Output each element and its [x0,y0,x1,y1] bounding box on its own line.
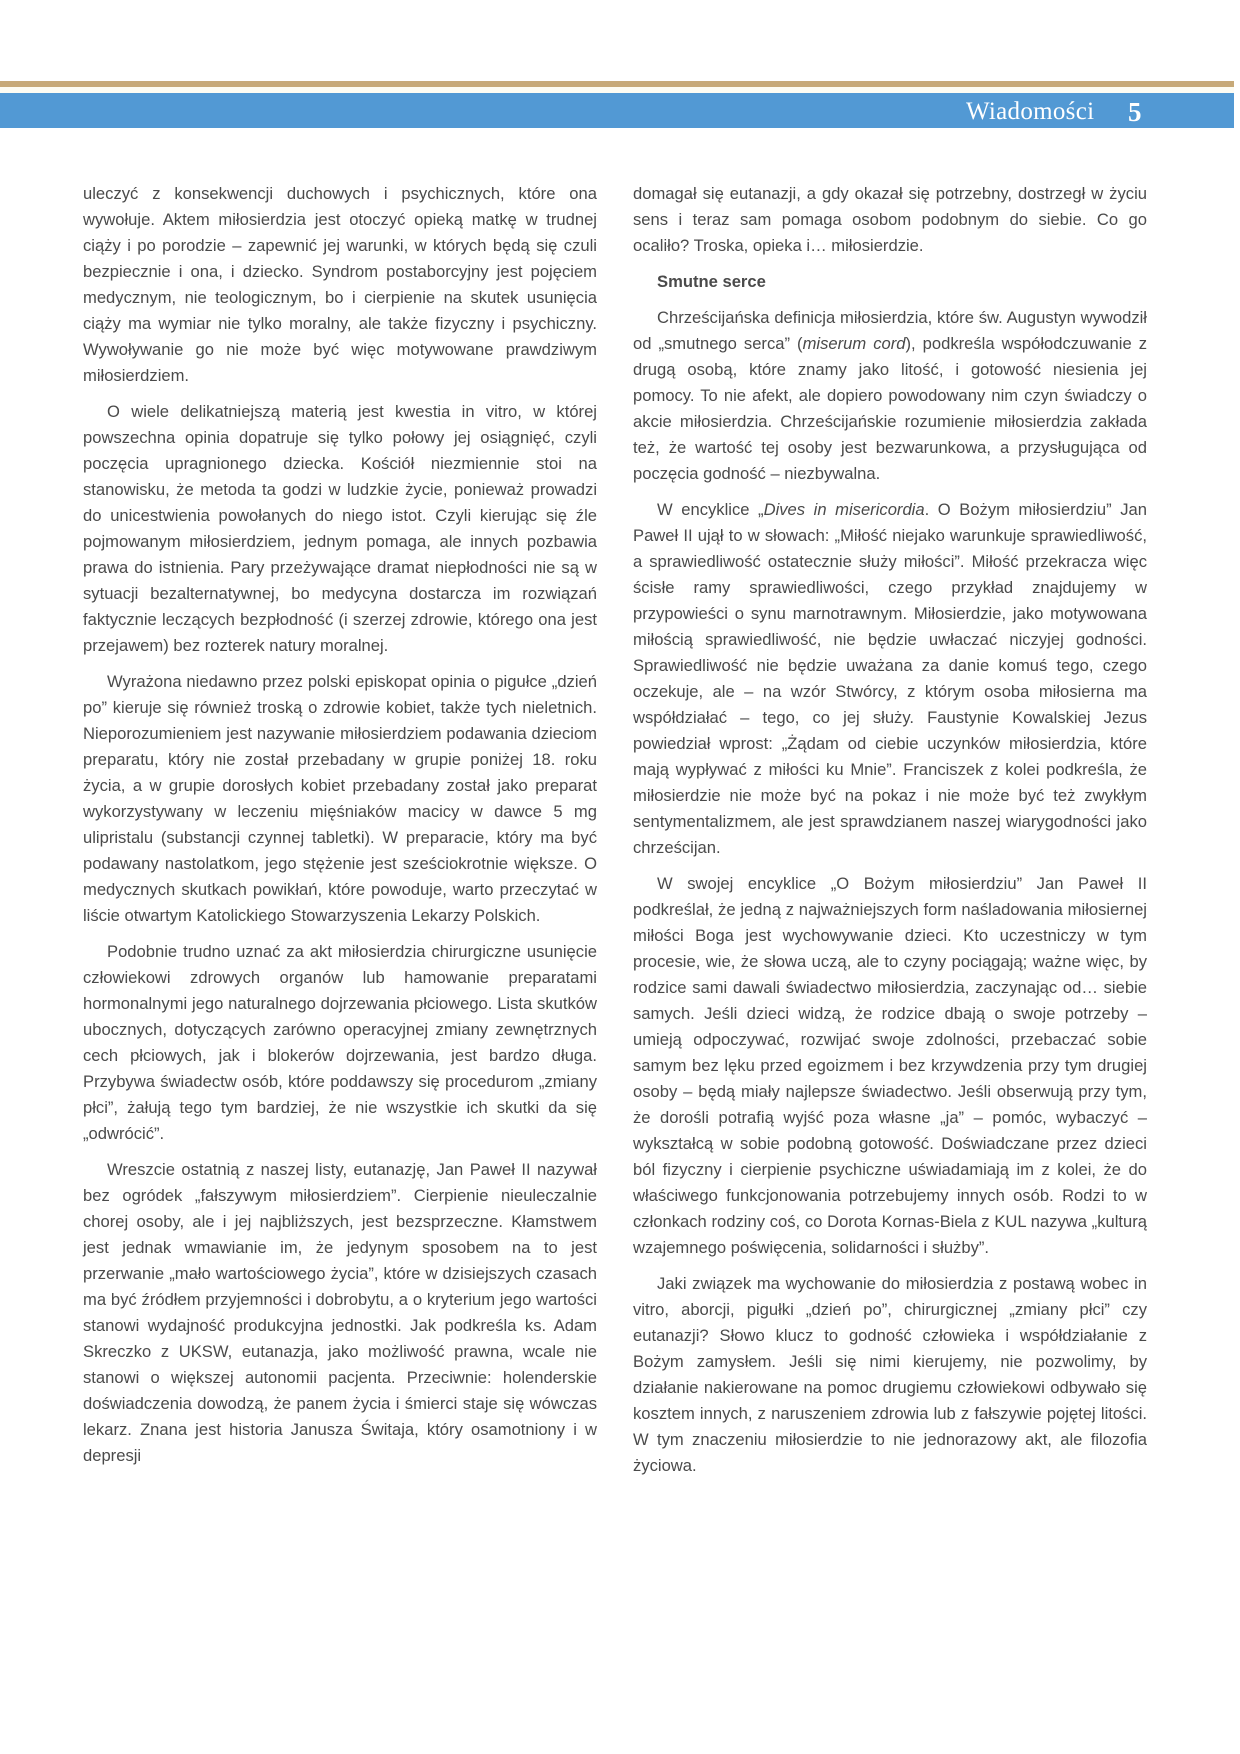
section-title: Wiadomości [966,98,1095,125]
article-right-column [633,181,1147,1489]
paragraph: W swojej encyklice „O Bożym miłosierdziu” Jan Paweł II podkreślał, że jedną z najważniejszych form naśladowania miłosiernej miłości Boga jest wychowywanie dzieci. Kto uczestniczy w tym procesie, wie, że słowa uczą, ale to czyny pociągają; ważne więc, by rodzice sami dawali świadectwo miłosierdzia, zaczynając od… siebie samych. Jeśli dzieci widzą, że rodzice dbają o swoje potrzeby – umieją odpoczywać, rozwijać swoje zdolności, przebaczać sobie samym bez lęku przed egoizmem i bez krzywdzenia przy tym drugiej osoby – będą miały najlepsze świadectwo. Jeśli obserwują przy tym, że dorośli potrafią wyjść poza własne „ja” – pomóc, wybaczyć – wykształcą w sobie podobną gotowość. Doświadczane przez dzieci ból fizyczny i cierpienie psychiczne uświadamiają im z kolei, że do właściwego funkcjonowania potrzebujemy innych osób. Rodzi to w członkach rodziny coś, co Dorota Kornas-Biela z KUL nazywa „kulturą wzajemnego poświęcenia, solidarności i służby”. [633,874,1147,1257]
paragraph: Wyrażona niedawno przez polski episkopat opinia o pigułce „dzień po” kieruje się również troską o zdrowie kobiet, także tych nieletnich. Nieporozumieniem jest nazywanie miłosierdziem podawania dzieciom preparatu, który nie został przebadany w grupie poniżej 18. roku życia, a w grupie dorosłych kobiet przebadany został jako preparat wykorzystywany w leczeniu mięśniaków macicy w dawce 5 mg ulipristalu (substancji czynnej tabletki). W preparacie, który ma być podawany nastolatkom, jego stężenie jest sześciokrotnie większe. O medycznych skutkach powikłań, które powoduje, warto przeczytać w liście otwartym Katolickiego Stowarzyszenia Lekarzy Polskich. [83,672,597,925]
paragraph: O wiele delikatniejszą materią jest kwestia in vitro, w której powszechna opinia dopatruje się tylko połowy jej osiągnięć, czyli poczęcia upragnionego dziecka. Kościół niezmiennie stoi na stanowisku, że metoda ta godzi w ludzkie życie, ponieważ prowadzi do unicestwienia powołanych do niego istot. Czyli kierując się źle pojmowanym miłosierdziem, jednym pomaga, ale innych pozbawia prawa do istnienia. Pary przeżywające dramat niepłodności nie są w sytuacji bezalternatywnej, bo medycyna dostarcza im rozwiązań faktycznie leczących bezpłodność (i szerzej zdrowie, którego ona jest przejawem) bez rozterek natury moralnej. [83,402,597,655]
paragraph [633,497,1147,861]
page-number: 5 [1128,97,1142,127]
paragraph: Podobnie trudno uznać za akt miłosierdzia chirurgiczne usunięcie człowiekowi zdrowych organów lub hamowanie preparatami hormonalnymi jego naturalnego dojrzewania płciowego. Lista skutków ubocznych, dotyczących zarówno operacyjnej zmiany zewnętrznych cech płciowych, jak i blokerów dojrzewania, jest bardzo długa. Przybywa świadectw osób, które poddawszy się procedurom „zmiany płci”, żałują tego tym bardziej, że nie wszystkie ich skutki da się „odwrócić”. [83,942,597,1143]
text: Chrześcijańska definicja miłosierdzia, które św. Augustyn wywodził od „smutnego serca” ( [633,308,1147,353]
text: ), podkreśla współodczuwanie z drugą osobą, które znamy jako litość, i gotowość niesienia jej pomocy. To nie afekt, ale dopiero powodowany nim czyn świadczy o akcie miłosierdzia. Chrześcijańskie rozumienie miłosierdzia zakłada też, że wartość tej osoby jest bezwarunkowa, a przysługująca od poczęcia godność – niezbywalna. [633,334,1147,483]
text: . O Bożym miłosierdziu” Jan Paweł II ujął to w słowach: „Miłość niejako warunkuje sprawiedliwość, a sprawiedliwość ostatecznie służy miłości”. Miłość przekracza więc ścisłe ramy sprawiedliwości, czego przykład znajdujemy w przypowieści o synu marnotrawnym. Miłosierdzie, jako motywowana miłością sprawiedliwość, nie będzie uwłaczać niczyjej godności. Sprawiedliwość nie będzie uważana za danie komuś tego, czego oczekuje, ale – na wzór Stwórcy, z którym osoba miłosierna ma współdziałać – tego, co jej służy. Faustynie Kowalskiej Jezus powiedział wprost: „Żądam od ciebie uczynków miłosierdzia, które mają wypływać z miłości ku Mnie”. Franciszek z kolei podkreśla, że miłosierdzie nie może być na pokaz i nie może być też zwykłym sentymentalizmem, ale jest sprawdzianem naszej wiarygodności jako chrześcijan. [633,500,1148,857]
encyclical-title: Dives in misericordia [763,500,925,519]
latin-term: miserum cord [802,334,906,353]
paragraph: uleczyć z konsekwencji duchowych i psychicznych, które ona wywołuje. Aktem miłosierdzia jest otoczyć opieką matkę w trudnej ciąży i po porodzie – zapewnić jej warunki, w których będą się czuli bezpiecznie i ona, i dziecko. Syndrom postaborcyjny jest pojęciem medycznym, nie teologicznym, bo i cierpienie na skutek usunięcia ciąży ma wymiar nie tylko moralny, ale także fizyczny i psychiczny. Wywoływanie go nie może być więc motywowane prawdziwym miłosierdziem. [83,184,597,385]
article-left-column [83,181,597,1479]
paragraph: domagał się eutanazji, a gdy okazał się potrzebny, dostrzegł w życiu sens i teraz sam pomaga osobom podobnym do siebie. Co go ocaliło? Troska, opieka i… miłosierdzie. [633,184,1147,255]
text: W encyklice „ [657,500,764,519]
subheading: Smutne serce [657,272,766,291]
paragraph: Wreszcie ostatnią z naszej listy, eutanazję, Jan Paweł II nazywał bez ogródek „fałszywym miłosierdziem”. Cierpienie nieuleczalnie chorej osoby, ale i jej najbliższych, jest bezsprzeczne. Kłamstwem jest jednak wmawianie im, że jedynym sposobem na to jest przerwanie „mało wartościowego życia”, które w dzisiejszych czasach ma być źródłem przyjemności i dobrobytu, a o kryterium jego wartości stanowi wydajność produkcyjna jednostki. Jak podkreśla ks. Adam Skreczko z UKSW, eutanazja, jako możliwość prawna, wcale nie stanowi o większej autonomii pacjenta. Przeciwnie: holenderskie doświadczenia dowodzą, że panem życia i śmierci staje się wówczas lekarz. Znana jest historia Janusza Świtaja, który osamotniony i w depresji [83,1160,597,1465]
paragraph: Jaki związek ma wychowanie do miłosierdzia z postawą wobec in vitro, aborcji, pigułki „dzień po”, chirurgicznej „zmiany płci” czy eutanazji? Słowo klucz to godność człowieka i współdziałanie z Bożym zamysłem. Jeśli się nimi kierujemy, nie pozwolimy, by działanie nakierowane na pomoc drugiemu człowiekowi odbywało się kosztem innych, z naruszeniem zdrowia lub z fałszywie pojętej litości. W tym znaczeniu miłosierdzie to nie jednorazowy akt, ale filozofia życiowa. [633,1274,1147,1475]
paragraph [633,305,1147,487]
